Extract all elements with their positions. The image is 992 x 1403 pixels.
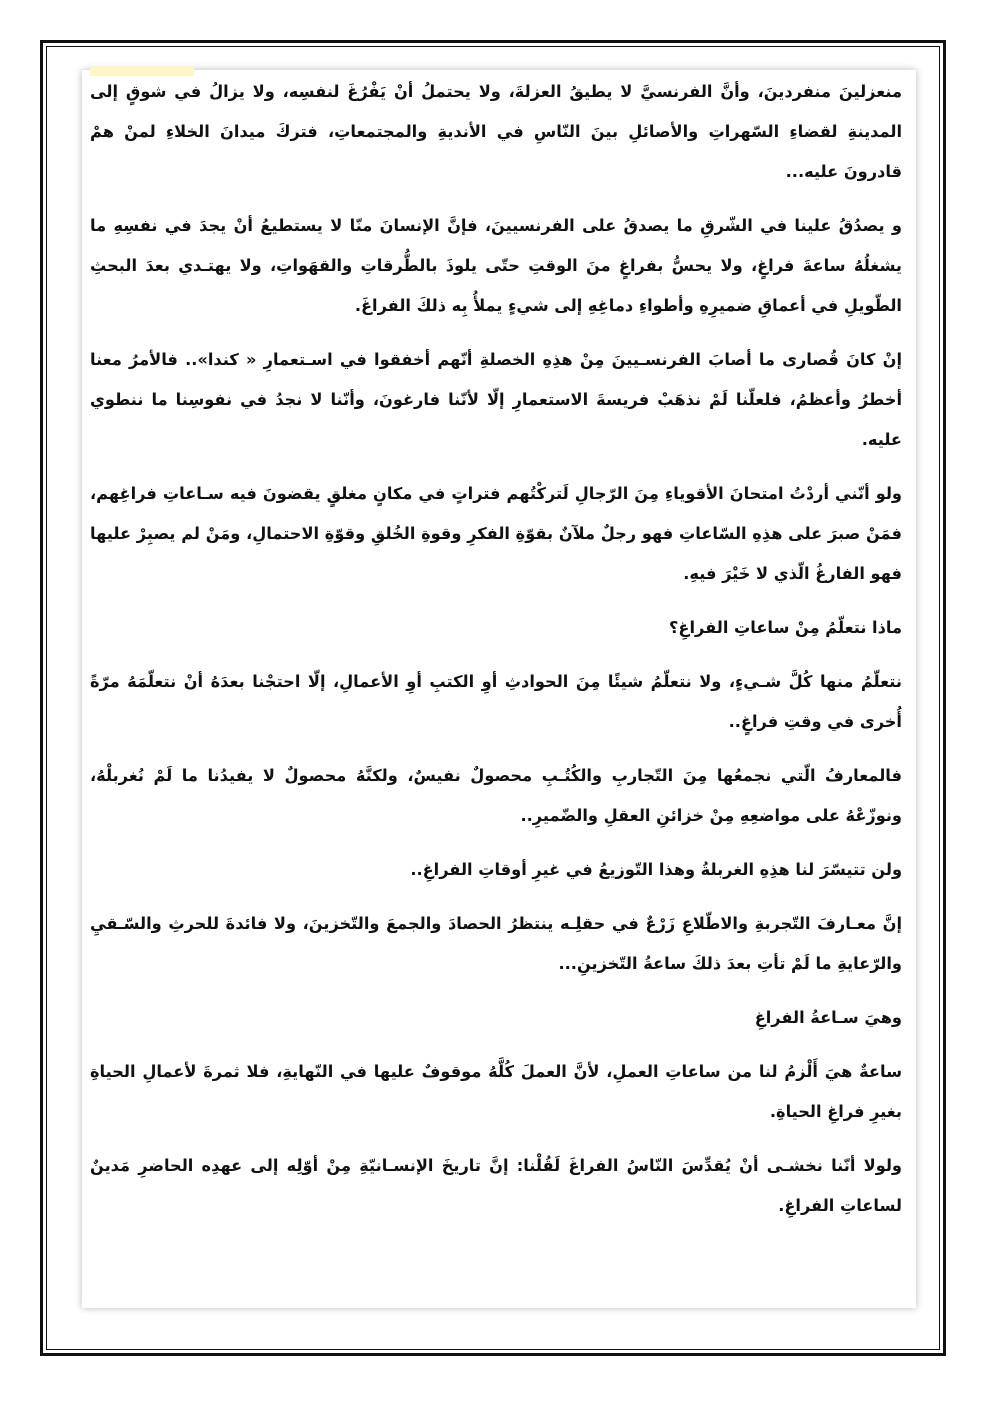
paragraph: إنَّ معـارفَ التّجربةِ والاطّلاعِ زَرْعٌ في حقلِـه ينتظرُ الحصادَ والجمعَ والتّخزينَ، ولا فائدةَ للحرثِ والسّـقيِ والرّعايةِ ما لَمْ تأتِ بعدَ ذلكَ ساعةُ التّخزينِ... bbox=[90, 914, 902, 973]
question-heading: ماذا نتعلّمُ مِنْ ساعاتِ الفراغِ؟ bbox=[669, 618, 902, 637]
paragraph: و يصدُقُ علينا في الشّرقِ ما يصدقُ على الفرنسيينَ، فإنَّ الإنسانَ منّا لا يستطيعُ أنْ يجدَ في نفسِهِ ما يشغلُهُ ساعةَ فراغٍ، ولا يحسُّ بفراغٍ منَ الوقتِ حتّى يلوذَ بالطُّرقاتِ والقهَواتِ، ولا يهتـدي بعدَ البحثِ الطّويلِ في أعماقِ ضميرِهِ وأطواءِ دماغِهِ إلى شيءٍ يملأُ بِه ذلكَ الفراغَ. bbox=[90, 216, 902, 315]
paragraph: وهيَ سـاعةُ الفراغِ bbox=[754, 1008, 902, 1027]
paragraph: إنْ كانَ قُصارى ما أصابَ الفرنسـيينَ مِنْ هذِهِ الخصلةِ أنّهم أخفقوا في اسـتعمارِ « كندا».. فالأمرُ معنا أخطرُ وأعظمُ، فلعلّنا لَمْ نذهَبْ فريسةَ الاستعمارِ إلّا لأنّنا فارغونَ، وأنّنا لا نجدُ في نفوسِنا ما ننطوي عليه. bbox=[90, 350, 902, 449]
paragraph: ولن تتيسّرَ لنا هذِهِ الغربلةُ وهذا التّوزيعُ في غيرِ أوقاتِ الفراغِ.. bbox=[410, 860, 902, 879]
paragraph: فالمعارفُ الّتي نجمعُها مِنَ التّجاربِ والكُتُـبِ محصولٌ نفيسٌ، ولكنَّهُ محصولٌ لا يفيدُنا ما لَمْ نُغربلْهُ، ونوزّعْهُ على مواضعِهِ مِنْ خزائنِ العقلِ والضّميرِ.. bbox=[90, 766, 902, 825]
paragraph: ولولا أنّنا نخشـى أنْ يُقدِّسَ النّاسُ الفراغَ لَقُلْنا: إنَّ تاريخَ الإنسـانيّةِ مِنْ أوّلِه إلى عهدِه الحاضرِ مَدينٌ لساعاتِ الفراغِ. bbox=[90, 1156, 902, 1215]
article-body bbox=[90, 72, 902, 1240]
paragraph: ساعةٌ هيَ أَلْزمُ لنا من ساعاتِ العملِ، لأنَّ العملَ كُلَّهُ موقوفٌ عليها في النّهايةِ، فلا ثمرةَ لأعمالِ الحياةِ بغيرِ فراغِ الحياةِ. bbox=[90, 1062, 902, 1121]
paragraph: ولو أنّني أردْتُ امتحانَ الأقوياءِ مِنَ الرّجالِ لَتركْتُهم فتراتٍ في مكانٍ مغلقٍ يقضونَ فيه سـاعاتِ فراغِهم، فمَنْ صبرَ على هذِهِ السّاعاتِ فهو رجلٌ ملآنٌ بقوّةِ الفكرِ وقوةِ الخُلقِ وقوّةِ الاحتمالِ، ومَنْ لم يصبِرْ عليها فهو الفارغُ الّذي لا خَيْرَ فيهِ. bbox=[90, 484, 902, 583]
paragraph: نتعلّمُ منها كُلَّ شـيءٍ، ولا نتعلّمُ شيئًا مِنَ الحوادثِ أوِ الكتبِ أوِ الأعمالِ، إلّا احتجْنا بعدَهُ أنْ نتعلّمَهُ مرّةً أُخرى في وقتِ فراغٍ.. bbox=[90, 672, 902, 731]
paragraph: منعزلينَ منفردينَ، وأنَّ الفرنسيَّ لا يطيقُ العزلةَ، ولا يحتملُ أنْ يَفْرُغَ لنفسِه، ولا يزالُ في شوقٍ إلى المدينةِ لقضاءِ السّهراتِ والأصائلِ بينَ النّاسِ في الأنديةِ والمجتمعاتِ، فتركَ ميدانَ الخلاءِ لمنْ همْ قادرونَ عليه... bbox=[90, 82, 902, 181]
